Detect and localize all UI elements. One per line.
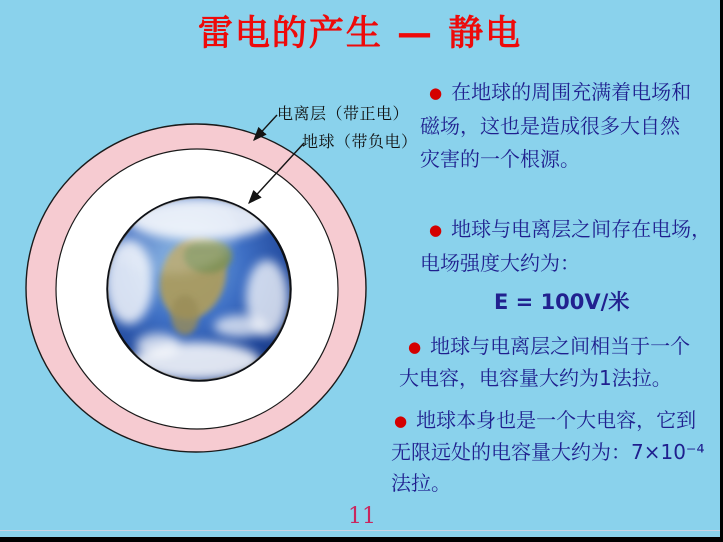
bullet-4-line-2: 无限远处的电容量大约为：7×10⁻⁴	[391, 440, 705, 464]
bullet-4-line-3: 法拉。	[391, 471, 451, 495]
bullet-dot-icon: ●	[394, 412, 408, 430]
bullet-3-line-2: 大电容，电容量大约为1法拉。	[399, 366, 672, 390]
bullet-3-text-1: 地球与电离层之间相当于一个	[430, 334, 691, 358]
bullet-4-text-1: 地球本身也是一个大电容，它到	[416, 408, 697, 432]
bullet-3	[399, 331, 690, 394]
bullet-1-text-1: 在地球的周围充满着电场和	[451, 80, 692, 104]
ionosphere-label: 电离层（带正电）	[277, 104, 410, 123]
bullet-1-line-2: 磁场，这也是造成很多大自然	[420, 114, 680, 138]
bullet-1	[420, 76, 691, 176]
page-number: 11	[348, 504, 376, 529]
bullet-dot-icon: ●	[429, 221, 443, 239]
bullet-1-line-3: 灾害的一个根源。	[420, 147, 580, 171]
bullet-1-line-1	[420, 76, 691, 110]
bullet-4-line-1	[391, 405, 705, 437]
bullet-2-line-2: 电场强度大约为：	[420, 251, 580, 275]
bullet-dot-icon: ●	[408, 338, 422, 356]
ionosphere-arrow	[254, 115, 277, 140]
bullet-dot-icon: ●	[429, 84, 443, 102]
bullet-4	[391, 405, 705, 499]
field-strength-formula: E = 100V/米	[494, 290, 630, 314]
bullet-2-text-1: 地球与电离层之间存在电场，	[451, 217, 712, 241]
bullet-2-line-1	[420, 213, 711, 247]
bullet-3-line-1	[399, 331, 690, 363]
slide-title: 雷电的产生 — 静电	[197, 14, 523, 54]
footer-divider	[0, 530, 720, 531]
earth-label: 地球（带负电）	[302, 132, 418, 151]
bullet-2	[420, 213, 711, 280]
